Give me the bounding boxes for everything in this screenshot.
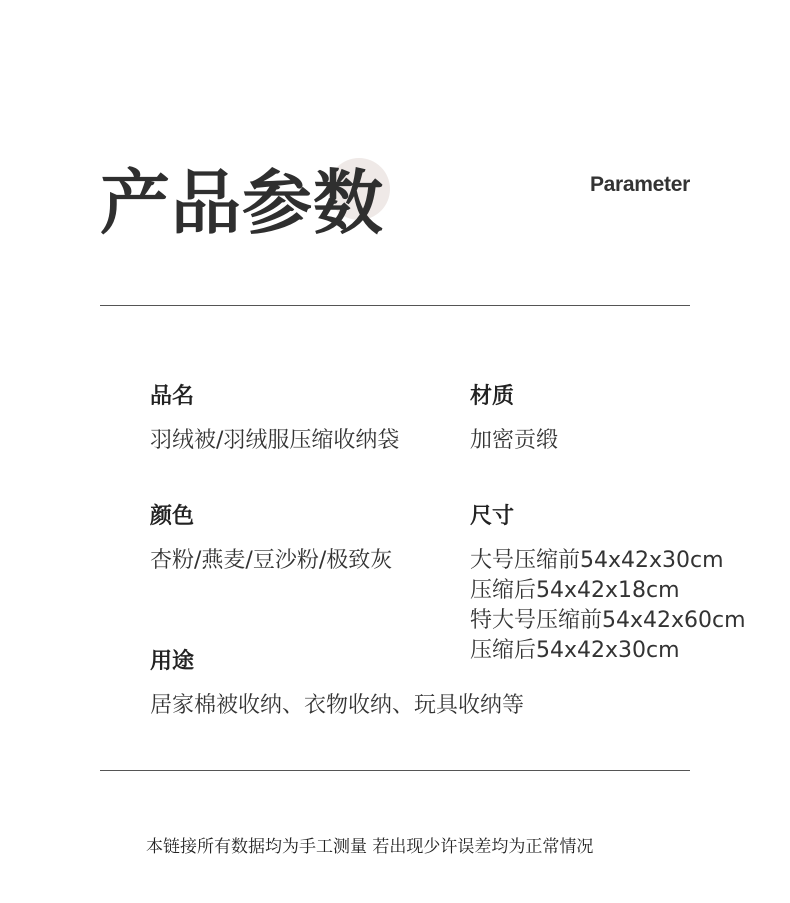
size-line-xlarge-after: 压缩后54x42x30cm <box>470 638 680 663</box>
usage-label: 用途 <box>150 649 195 674</box>
size-line-large-after: 压缩后54x42x18cm <box>470 578 680 603</box>
usage-value: 居家棉被收纳、衣物收纳、玩具收纳等 <box>150 693 525 718</box>
size-label: 尺寸 <box>470 504 515 529</box>
page-title: 产品参数 <box>100 162 384 244</box>
material-label: 材质 <box>470 384 515 409</box>
bottom-divider <box>100 770 690 771</box>
name-label: 品名 <box>150 384 195 409</box>
size-values <box>470 546 746 666</box>
top-divider <box>100 305 690 306</box>
page-subtitle: Parameter <box>589 173 690 196</box>
color-value: 杏粉/燕麦/豆沙粉/极致灰 <box>150 548 393 573</box>
name-value: 羽绒被/羽绒服压缩收纳袋 <box>150 428 400 453</box>
size-line-xlarge-before: 特大号压缩前54x42x60cm <box>470 608 746 633</box>
measurement-note: 本链接所有数据均为手工测量 若出现少许误差均为正常情况 <box>146 837 594 857</box>
material-value: 加密贡缎 <box>470 428 559 453</box>
color-label: 颜色 <box>150 504 195 529</box>
size-line-large-before: 大号压缩前54x42x30cm <box>470 548 724 573</box>
